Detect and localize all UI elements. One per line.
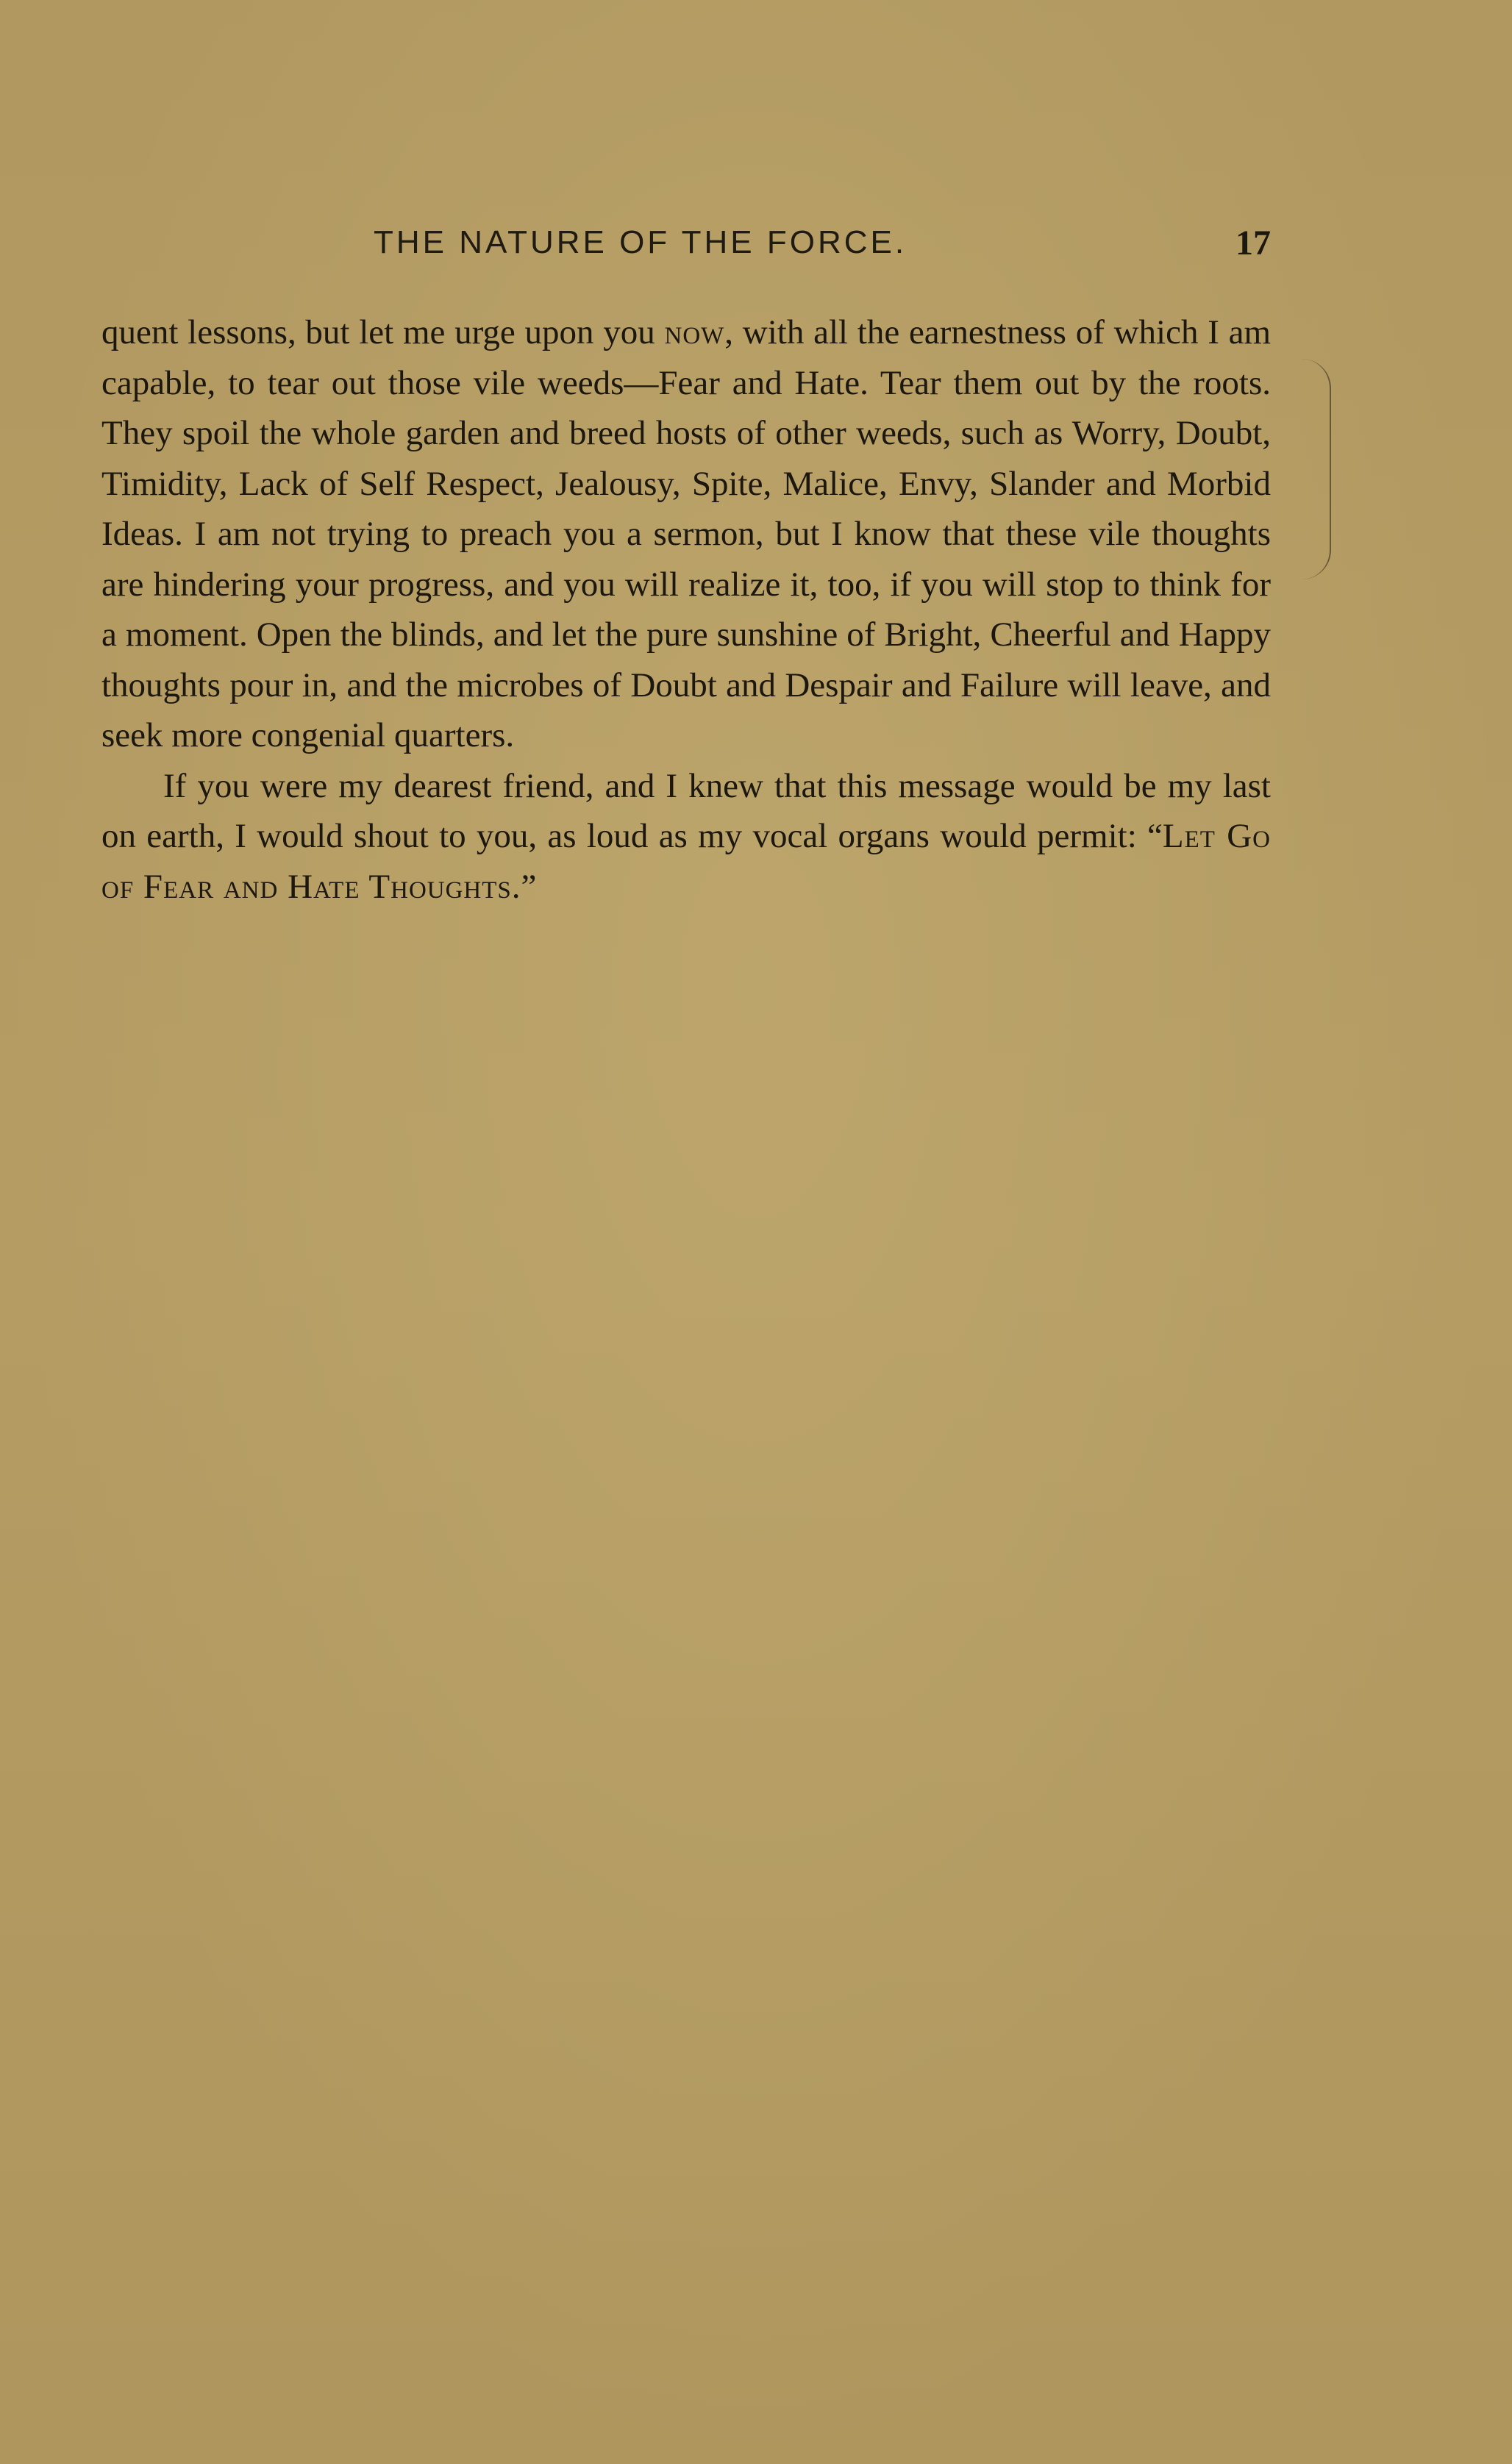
text-segment-small-caps: Let Go of Fear and Hate Thoughts. (101, 817, 1271, 906)
text-segment: ” (521, 867, 537, 906)
paragraph-1 (101, 307, 1271, 761)
body-text (101, 307, 1271, 912)
text-segment: If you were my dearest friend, and I knew that this message would be my last on earth, I would shout to you, as loud as my vocal organs would permit: “ (101, 766, 1271, 855)
page-number: 17 (1235, 224, 1271, 263)
text-segment-small-caps: now (664, 313, 725, 351)
text-segment: , with all the earnestness of which I am capable, to tear out those vile weeds—Fear and Hate. Tear them out by the roots. They spoil the whole garden and breed hosts of other weeds, such as Worry, Doubt, Timidity, Lack of Self Respect, Jealousy, Spite, Malice, Envy, Slander and Morbid Ideas. I am not trying to preach you a sermon, but I know that these vile thoughts are hindering your progress, and you will realize it, too, if you will stop to think for a moment. Open the blinds, and let the pure sunshine of Bright, Cheerful and Happy thoughts pour in, and the microbes of Doubt and Despair and Failure will leave, and seek more congenial quarters. (101, 313, 1272, 754)
running-head (101, 224, 1271, 271)
paragraph-2 (101, 761, 1271, 913)
running-title: THE NATURE OF THE FORCE. (374, 224, 907, 260)
margin-bracket-mark (1300, 359, 1331, 579)
text-segment: quent lessons, but let me urge upon you (101, 313, 665, 351)
